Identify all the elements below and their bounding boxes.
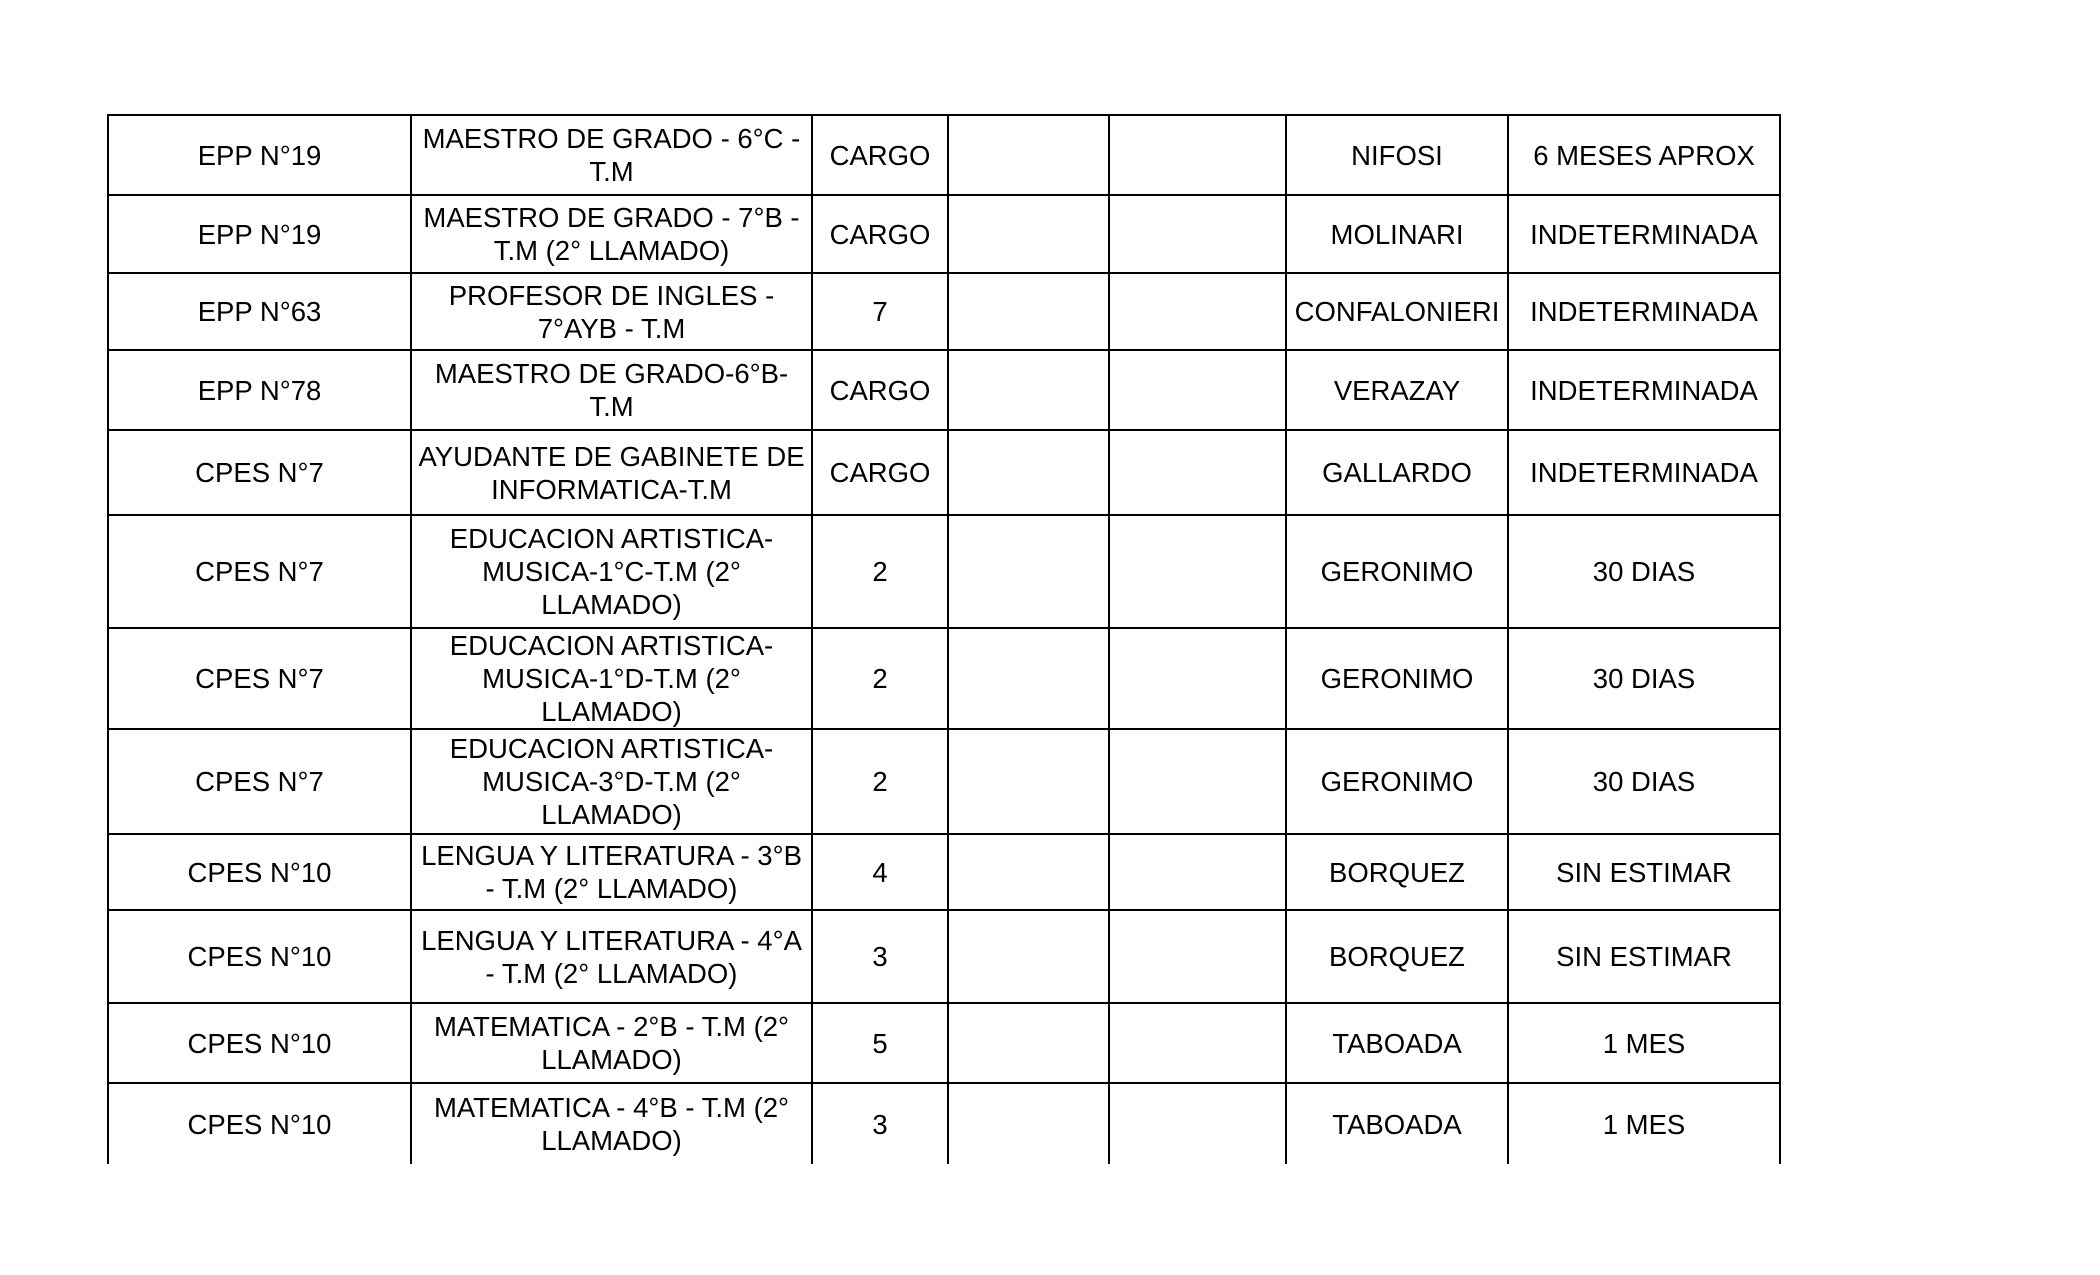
hours-cell: 2 (812, 515, 948, 628)
duration-cell: 1 MES (1508, 1003, 1780, 1083)
position-cell: MAESTRO DE GRADO - 6°C - T.M (411, 115, 812, 195)
position-cell: MAESTRO DE GRADO-6°B-T.M (411, 350, 812, 430)
empty-cell (948, 729, 1109, 834)
holder-cell: GERONIMO (1286, 729, 1508, 834)
table-row (108, 195, 1780, 273)
holder-cell: CONFALONIERI (1286, 273, 1508, 350)
empty-cell (948, 195, 1109, 273)
empty-cell (948, 1003, 1109, 1083)
hours-cell: 7 (812, 273, 948, 350)
position-cell: EDUCACION ARTISTICA-MUSICA-3°D-T.M (2° LLAMADO) (411, 729, 812, 834)
duration-cell: 30 DIAS (1508, 515, 1780, 628)
table-row (108, 273, 1780, 350)
holder-cell: BORQUEZ (1286, 910, 1508, 1003)
duration-cell: INDETERMINADA (1508, 350, 1780, 430)
duration-cell: SIN ESTIMAR (1508, 834, 1780, 910)
position-cell: MATEMATICA - 4°B - T.M (2° LLAMADO) (411, 1083, 812, 1164)
table-row (108, 350, 1780, 430)
school-cell: CPES N°10 (108, 1083, 411, 1164)
empty-cell (1109, 195, 1286, 273)
table-row (108, 1083, 1780, 1164)
table-row (108, 1003, 1780, 1083)
school-cell: CPES N°10 (108, 1003, 411, 1083)
table-row (108, 115, 1780, 195)
empty-cell (948, 350, 1109, 430)
school-cell: EPP N°63 (108, 273, 411, 350)
position-cell: AYUDANTE DE GABINETE DE INFORMATICA-T.M (411, 430, 812, 515)
holder-cell: MOLINARI (1286, 195, 1508, 273)
empty-cell (948, 628, 1109, 729)
position-cell: EDUCACION ARTISTICA-MUSICA-1°C-T.M (2° LLAMADO) (411, 515, 812, 628)
holder-cell: GERONIMO (1286, 628, 1508, 729)
empty-cell (1109, 350, 1286, 430)
duration-cell: 1 MES (1508, 1083, 1780, 1164)
table-row (108, 430, 1780, 515)
table-row (108, 628, 1780, 729)
hours-cell: 2 (812, 628, 948, 729)
school-cell: EPP N°19 (108, 195, 411, 273)
position-cell: MATEMATICA - 2°B - T.M (2° LLAMADO) (411, 1003, 812, 1083)
empty-cell (948, 115, 1109, 195)
duration-cell: 30 DIAS (1508, 628, 1780, 729)
school-cell: CPES N°7 (108, 628, 411, 729)
empty-cell (1109, 1003, 1286, 1083)
empty-cell (1109, 115, 1286, 195)
school-cell: CPES N°10 (108, 910, 411, 1003)
hours-cell: 2 (812, 729, 948, 834)
hours-cell: CARGO (812, 195, 948, 273)
duration-cell: INDETERMINADA (1508, 195, 1780, 273)
vacancy-table (107, 114, 1781, 1164)
empty-cell (1109, 729, 1286, 834)
table-row (108, 515, 1780, 628)
hours-cell: CARGO (812, 350, 948, 430)
school-cell: CPES N°7 (108, 430, 411, 515)
empty-cell (1109, 1083, 1286, 1164)
empty-cell (948, 430, 1109, 515)
duration-cell: INDETERMINADA (1508, 430, 1780, 515)
empty-cell (948, 910, 1109, 1003)
position-cell: PROFESOR DE INGLES - 7°AYB - T.M (411, 273, 812, 350)
empty-cell (1109, 910, 1286, 1003)
school-cell: CPES N°10 (108, 834, 411, 910)
hours-cell: 4 (812, 834, 948, 910)
holder-cell: GALLARDO (1286, 430, 1508, 515)
position-cell: LENGUA Y LITERATURA - 3°B - T.M (2° LLAMADO) (411, 834, 812, 910)
holder-cell: GERONIMO (1286, 515, 1508, 628)
school-cell: CPES N°7 (108, 515, 411, 628)
holder-cell: NIFOSI (1286, 115, 1508, 195)
holder-cell: TABOADA (1286, 1083, 1508, 1164)
empty-cell (1109, 430, 1286, 515)
school-cell: EPP N°78 (108, 350, 411, 430)
hours-cell: 5 (812, 1003, 948, 1083)
duration-cell: SIN ESTIMAR (1508, 910, 1780, 1003)
empty-cell (1109, 273, 1286, 350)
position-cell: MAESTRO DE GRADO - 7°B - T.M (2° LLAMADO) (411, 195, 812, 273)
empty-cell (948, 515, 1109, 628)
empty-cell (1109, 834, 1286, 910)
empty-cell (948, 1083, 1109, 1164)
hours-cell: CARGO (812, 430, 948, 515)
duration-cell: INDETERMINADA (1508, 273, 1780, 350)
hours-cell: 3 (812, 1083, 948, 1164)
table-row (108, 834, 1780, 910)
position-cell: LENGUA Y LITERATURA - 4°A - T.M (2° LLAMADO) (411, 910, 812, 1003)
table-row (108, 910, 1780, 1003)
duration-cell: 6 MESES APROX (1508, 115, 1780, 195)
table-row (108, 729, 1780, 834)
empty-cell (1109, 628, 1286, 729)
position-cell: EDUCACION ARTISTICA-MUSICA-1°D-T.M (2° LLAMADO) (411, 628, 812, 729)
holder-cell: VERAZAY (1286, 350, 1508, 430)
holder-cell: BORQUEZ (1286, 834, 1508, 910)
empty-cell (1109, 515, 1286, 628)
empty-cell (948, 834, 1109, 910)
duration-cell: 30 DIAS (1508, 729, 1780, 834)
empty-cell (948, 273, 1109, 350)
school-cell: CPES N°7 (108, 729, 411, 834)
holder-cell: TABOADA (1286, 1003, 1508, 1083)
hours-cell: CARGO (812, 115, 948, 195)
hours-cell: 3 (812, 910, 948, 1003)
school-cell: EPP N°19 (108, 115, 411, 195)
